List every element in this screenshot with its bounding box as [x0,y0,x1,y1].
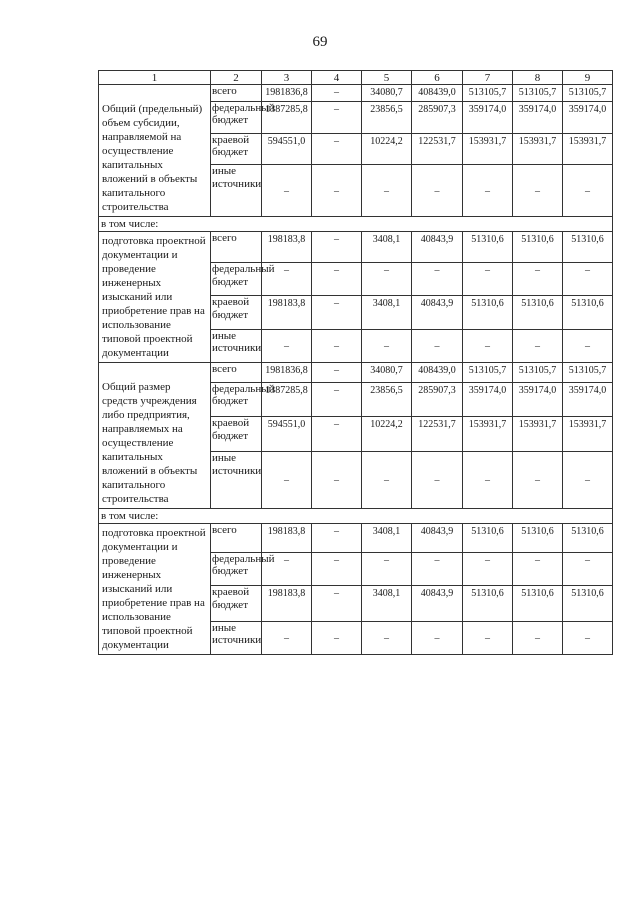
value-cell: 23856,5 [362,382,412,417]
header-cell: 7 [463,71,513,85]
value-cell: – [563,621,613,654]
value-cell: 198183,8 [262,296,312,329]
value-cell: 408439,0 [412,85,463,102]
funding-source: всего [211,85,262,102]
subheading: в том числе: [99,509,613,524]
value-cell: – [262,621,312,654]
value-cell: – [513,621,563,654]
value-cell: 51310,6 [513,524,563,553]
value-cell: 40843,9 [412,232,463,263]
value-cell: 594551,0 [262,417,312,452]
value-cell: 40843,9 [412,524,463,553]
value-cell: – [312,296,362,329]
value-cell: 153931,7 [513,417,563,452]
value-cell: – [463,263,513,296]
value-cell: 51310,6 [463,232,513,263]
value-cell: 51310,6 [563,296,613,329]
value-cell: 34080,7 [362,85,412,102]
funding-source: краевой бюджет [211,586,262,622]
value-cell: 153931,7 [513,133,563,165]
value-cell: – [513,263,563,296]
budget-table [98,70,613,655]
funding-source: иные источники [211,329,262,362]
value-cell: – [412,452,463,509]
item-name: подготовка проектной документации и проведение инженерных изысканий или приобретение прав на использование типовой проектной документации [99,524,211,655]
header-row [99,71,613,85]
subheading: в том числе: [99,217,613,232]
value-cell: 359174,0 [563,382,613,417]
value-cell: 153931,7 [563,133,613,165]
value-cell: 594551,0 [262,133,312,165]
value-cell: – [362,552,412,585]
value-cell: 51310,6 [513,296,563,329]
value-cell: 3408,1 [362,296,412,329]
value-cell: 359174,0 [563,101,613,133]
value-cell: 40843,9 [412,586,463,622]
funding-source: всего [211,524,262,553]
value-cell: 51310,6 [463,586,513,622]
funding-source: краевой бюджет [211,296,262,329]
value-cell: 359174,0 [513,101,563,133]
value-cell: 34080,7 [362,363,412,383]
value-cell: – [412,621,463,654]
value-cell: 1387285,8 [262,101,312,133]
item-name: подготовка проектной документации и проведение инженерных изысканий или приобретение прав на использование типовой проектной документации [99,232,211,363]
value-cell: – [312,363,362,383]
value-cell: 1387285,8 [262,382,312,417]
value-cell: – [463,165,513,217]
header-cell: 2 [211,71,262,85]
value-cell: 51310,6 [463,296,513,329]
value-cell: 51310,6 [463,524,513,553]
value-cell: – [312,85,362,102]
value-cell: – [362,452,412,509]
subheading-row [99,509,613,524]
value-cell: – [312,133,362,165]
value-cell: – [362,263,412,296]
value-cell: – [563,329,613,362]
value-cell: – [362,165,412,217]
value-cell: – [262,263,312,296]
table-row [99,85,613,102]
value-cell: – [513,452,563,509]
value-cell: – [412,329,463,362]
value-cell: 513105,7 [463,85,513,102]
value-cell: – [312,552,362,585]
value-cell: 359174,0 [513,382,563,417]
funding-source: всего [211,363,262,383]
value-cell: – [262,329,312,362]
value-cell: – [312,524,362,553]
value-cell: 153931,7 [563,417,613,452]
value-cell: 1981836,8 [262,363,312,383]
value-cell: 198183,8 [262,524,312,553]
value-cell: 3408,1 [362,232,412,263]
funding-source: иные источники [211,165,262,217]
item-name: Общий (предельный) объем субсидии, направляемой на осуществление капитальных вложений в объекты капитального строительства [99,85,211,217]
value-cell: 3408,1 [362,524,412,553]
value-cell: 122531,7 [412,417,463,452]
header-cell: 9 [563,71,613,85]
value-cell: – [262,452,312,509]
value-cell: – [412,263,463,296]
value-cell: 51310,6 [513,586,563,622]
value-cell: – [312,382,362,417]
value-cell: 513105,7 [513,85,563,102]
value-cell: – [563,452,613,509]
table-row [99,232,613,263]
page-number: 69 [312,34,328,50]
value-cell: 513105,7 [513,363,563,383]
value-cell: – [563,263,613,296]
value-cell: 10224,2 [362,133,412,165]
funding-source: краевой бюджет [211,417,262,452]
value-cell: 23856,5 [362,101,412,133]
value-cell: – [412,552,463,585]
value-cell: – [312,417,362,452]
value-cell: – [463,552,513,585]
funding-source: федеральный бюджет [211,263,262,296]
value-cell: – [312,165,362,217]
item-name: Общий размер средств учреждения либо предприятия, направляемых на осуществление капитальных вложений в объекты капитального строительства [99,363,211,509]
value-cell: – [412,165,463,217]
table-body [99,71,613,655]
value-cell: – [312,452,362,509]
table-row [99,363,613,383]
value-cell: – [463,621,513,654]
value-cell: – [262,552,312,585]
value-cell: – [312,621,362,654]
value-cell: – [362,621,412,654]
value-cell: 513105,7 [563,363,613,383]
value-cell: – [563,552,613,585]
subheading-row [99,217,613,232]
value-cell: 3408,1 [362,586,412,622]
header-cell: 3 [262,71,312,85]
value-cell: 51310,6 [563,232,613,263]
value-cell: – [312,586,362,622]
value-cell: 1981836,8 [262,85,312,102]
value-cell: 51310,6 [563,524,613,553]
value-cell: 408439,0 [412,363,463,383]
value-cell: 513105,7 [563,85,613,102]
value-cell: – [312,101,362,133]
value-cell: 359174,0 [463,101,513,133]
value-cell: 40843,9 [412,296,463,329]
value-cell: 153931,7 [463,133,513,165]
funding-source: федеральный бюджет [211,552,262,585]
value-cell: 198183,8 [262,232,312,263]
header-cell: 6 [412,71,463,85]
funding-source: иные источники [211,452,262,509]
header-cell: 5 [362,71,412,85]
value-cell: – [463,329,513,362]
value-cell: 10224,2 [362,417,412,452]
table-row [99,524,613,553]
header-cell: 4 [312,71,362,85]
value-cell: – [513,552,563,585]
value-cell: 285907,3 [412,382,463,417]
value-cell: 51310,6 [513,232,563,263]
value-cell: – [312,263,362,296]
funding-source: краевой бюджет [211,133,262,165]
value-cell: 198183,8 [262,586,312,622]
value-cell: 285907,3 [412,101,463,133]
value-cell: 122531,7 [412,133,463,165]
value-cell: – [362,329,412,362]
header-cell: 1 [99,71,211,85]
value-cell: 153931,7 [463,417,513,452]
value-cell: – [463,452,513,509]
value-cell: 359174,0 [463,382,513,417]
value-cell: 51310,6 [563,586,613,622]
value-cell: – [312,329,362,362]
funding-source: федеральный бюджет [211,101,262,133]
value-cell: – [513,165,563,217]
funding-source: всего [211,232,262,263]
value-cell: – [563,165,613,217]
value-cell: – [312,232,362,263]
value-cell: 513105,7 [463,363,513,383]
header-cell: 8 [513,71,563,85]
funding-source: иные источники [211,621,262,654]
value-cell: – [513,329,563,362]
value-cell: – [262,165,312,217]
funding-source: федеральный бюджет [211,382,262,417]
